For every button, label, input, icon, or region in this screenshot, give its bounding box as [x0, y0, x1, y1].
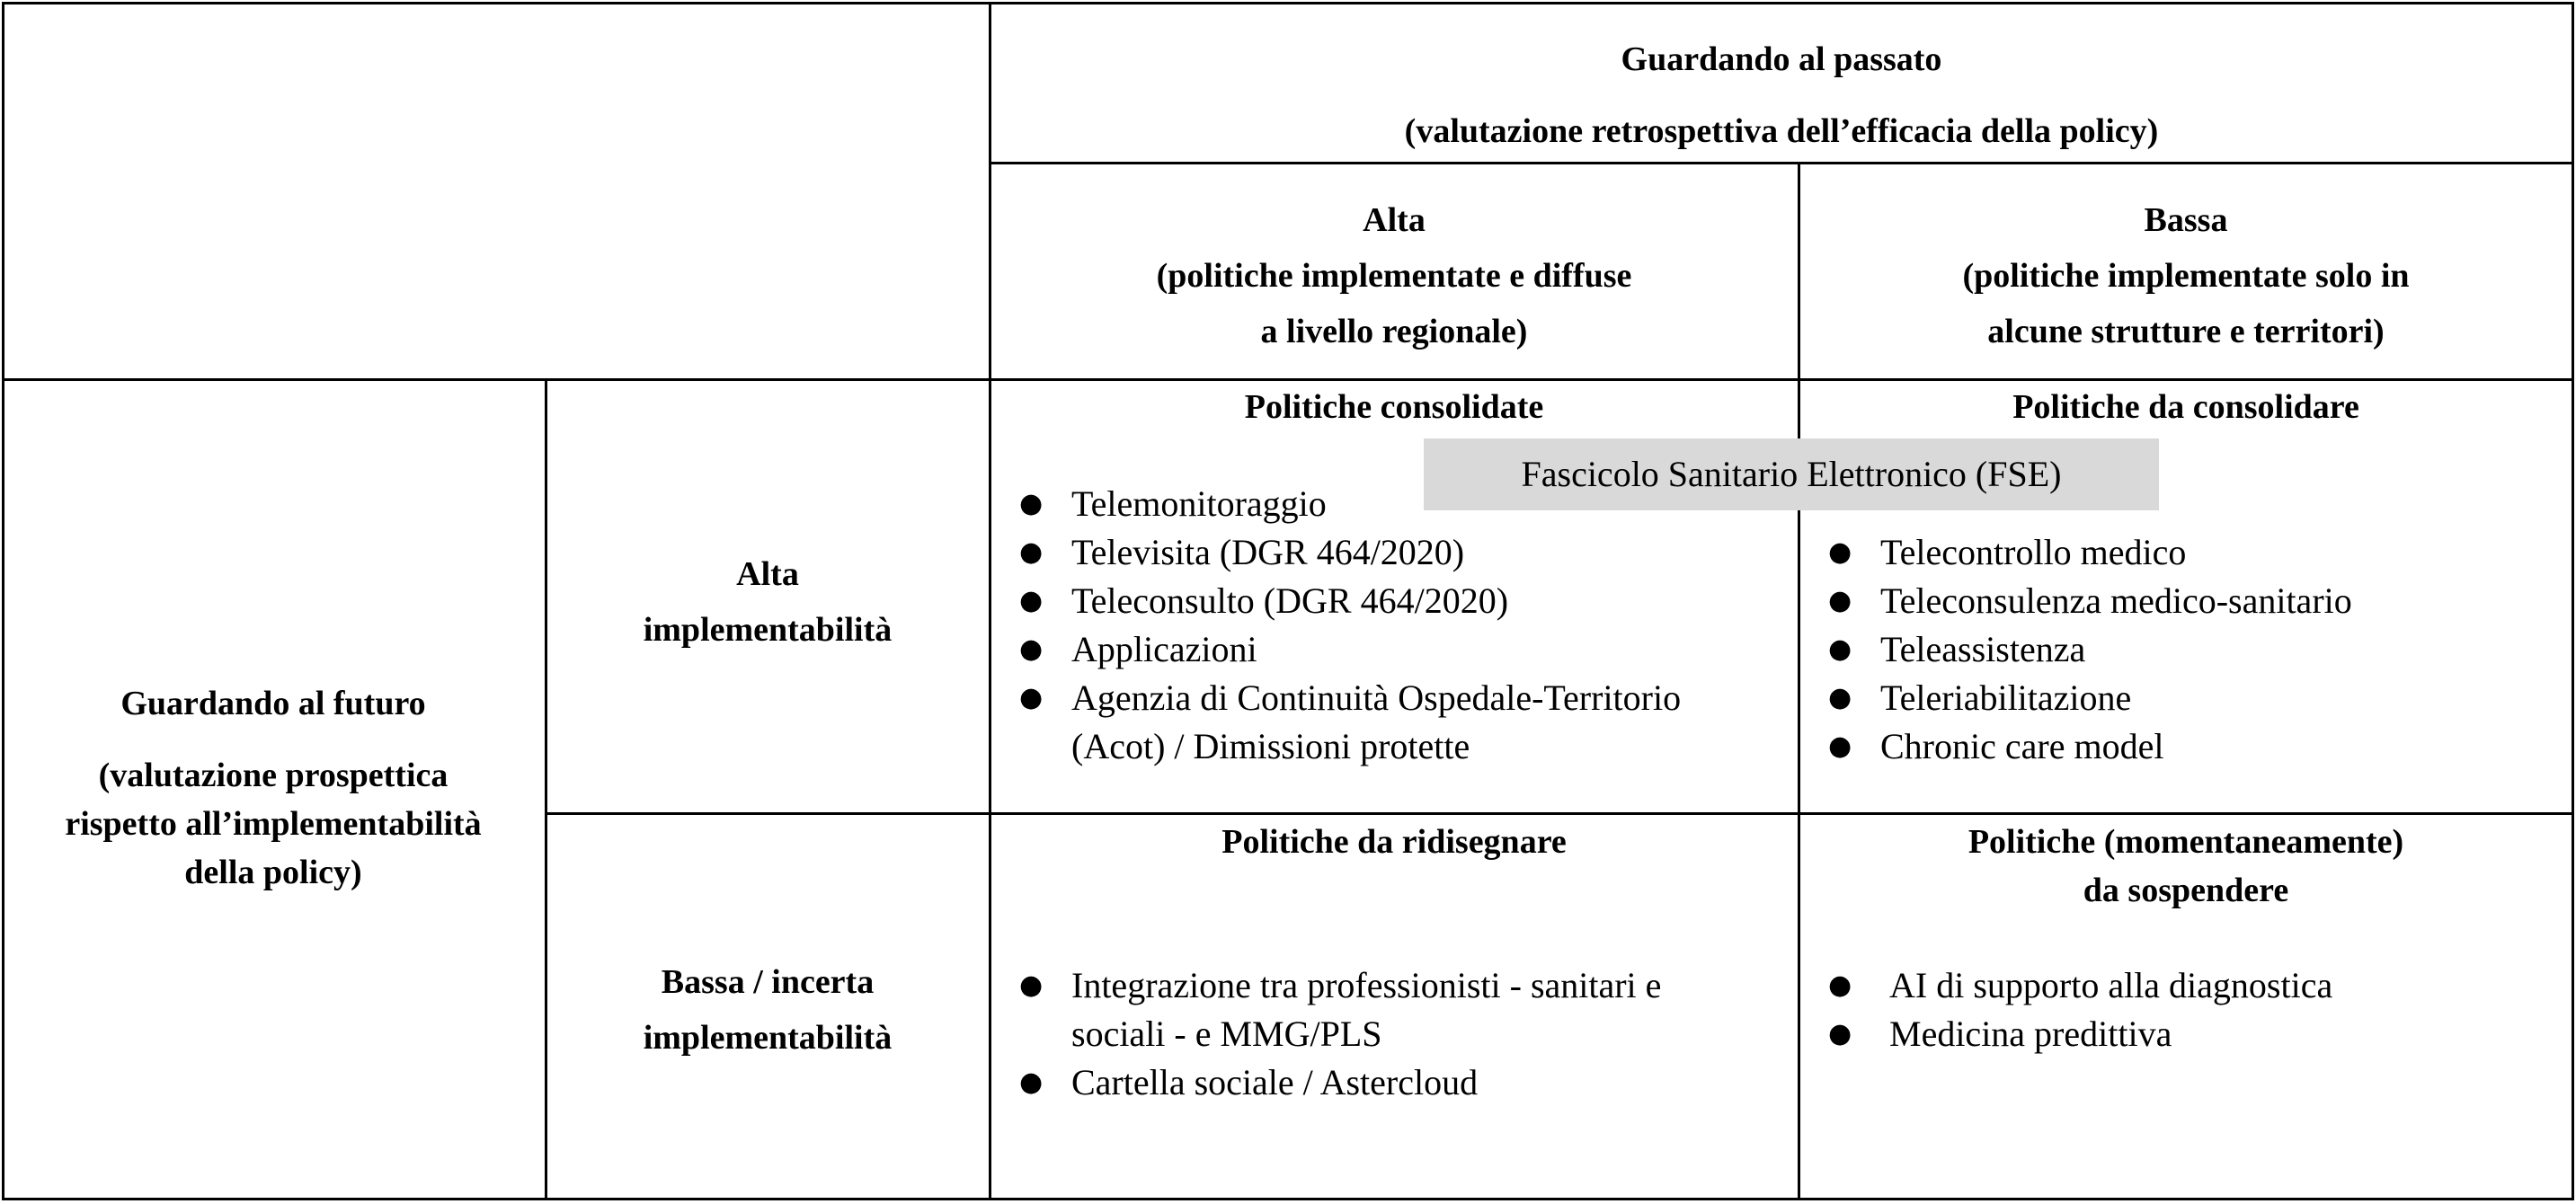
future-header-line2: rispetto all’implementabilità [65, 805, 482, 843]
quadrant-to-suspend-title-line2: da sospendere [2083, 872, 2289, 909]
column-header-low [1799, 192, 2572, 359]
list-item: ● Televisita (DGR 464/2020) [1019, 528, 1792, 577]
border-row-split [545, 812, 2574, 815]
quadrant-to-consolidate-list [1828, 528, 2565, 771]
past-header-title: Guardando al passato [1621, 40, 1942, 78]
border-header-bottom [2, 378, 2574, 381]
border-header-left [989, 2, 991, 1200]
row-header-high-line1: Alta [736, 555, 799, 593]
border-top [2, 2, 2574, 4]
border-row-label-split [545, 378, 547, 1200]
column-header-low-title: Bassa [2144, 201, 2228, 239]
row-header-high-line2: implementabilità [643, 611, 893, 649]
list-item: ● Teleriabilitazione [1828, 674, 2565, 722]
quadrant-to-redesign-title: Politiche da ridisegnare [1221, 823, 1567, 861]
quadrant-consolidated-title: Politiche consolidate [1244, 388, 1544, 426]
future-header [4, 679, 543, 897]
column-header-low-line1: (politiche implementate solo in [1962, 257, 2410, 295]
quadrant-to-suspend-title-line1: Politiche (momentaneamente) [1968, 823, 2404, 861]
list-item-continuation: (Acot) / Dimissioni protette [1071, 726, 1470, 766]
column-header-high-line2: a livello regionale) [1260, 313, 1528, 350]
quadrant-to-suspend-title [1799, 818, 2572, 915]
list-item-continuation: sociali - e MMG/PLS [1071, 1014, 1382, 1054]
quadrant-to-redesign-list [1019, 961, 1792, 1107]
list-item: ● Telecontrollo medico [1828, 528, 2565, 577]
border-bottom [2, 1198, 2574, 1200]
list-item: ● Teleconsulto (DGR 464/2020) [1019, 577, 1792, 625]
past-header-subtitle: (valutazione retrospettiva dell’efficacia della policy) [1404, 112, 2159, 150]
future-header-line1: (valutazione prospettica [98, 757, 449, 794]
future-header-title: Guardando al futuro [120, 685, 426, 722]
quadrant-to-suspend-list [1828, 961, 2565, 1058]
list-item: ● Applicazioni [1019, 625, 1792, 674]
row-header-high [546, 546, 989, 658]
quadrant-consolidated-list [1019, 480, 1792, 771]
column-header-high-title: Alta [1363, 201, 1426, 239]
row-header-low-line1: Bassa / incerta [661, 963, 875, 1001]
row-header-low-line2: implementabilità [643, 1019, 893, 1057]
column-header-low-line2: alcune strutture e territori) [1987, 313, 2385, 350]
column-header-high-line1: (politiche implementate e diffuse [1156, 257, 1632, 295]
column-header-high [990, 192, 1798, 359]
list-item: ● Integrazione tra professionisti - sanitari e [1019, 961, 1792, 1010]
border-right [2572, 2, 2574, 1200]
list-item: ● Telemonitoraggio [1019, 480, 1792, 528]
list-item: ● Teleassistenza [1828, 625, 2565, 674]
shared-policy-label: Fascicolo Sanitario Elettronico (FSE) [1424, 438, 2159, 510]
list-item: ● Cartella sociale / Astercloud [1019, 1058, 1792, 1107]
quadrant-to-consolidate-title: Politiche da consolidare [2012, 388, 2359, 426]
list-item: ● Chronic care model [1828, 722, 2565, 771]
list-item: ● Teleconsulenza medico-sanitario [1828, 577, 2565, 625]
past-header [990, 23, 2572, 167]
list-item: ● Agenzia di Continuità Ospedale-Territorio [1019, 674, 1792, 722]
list-item: ● Medicina predittiva [1828, 1010, 2565, 1058]
row-header-low [546, 954, 989, 1066]
future-header-line3: della policy) [184, 854, 362, 891]
border-left [2, 2, 4, 1200]
list-item: ● AI di supporto alla diagnostica [1828, 961, 2565, 1010]
